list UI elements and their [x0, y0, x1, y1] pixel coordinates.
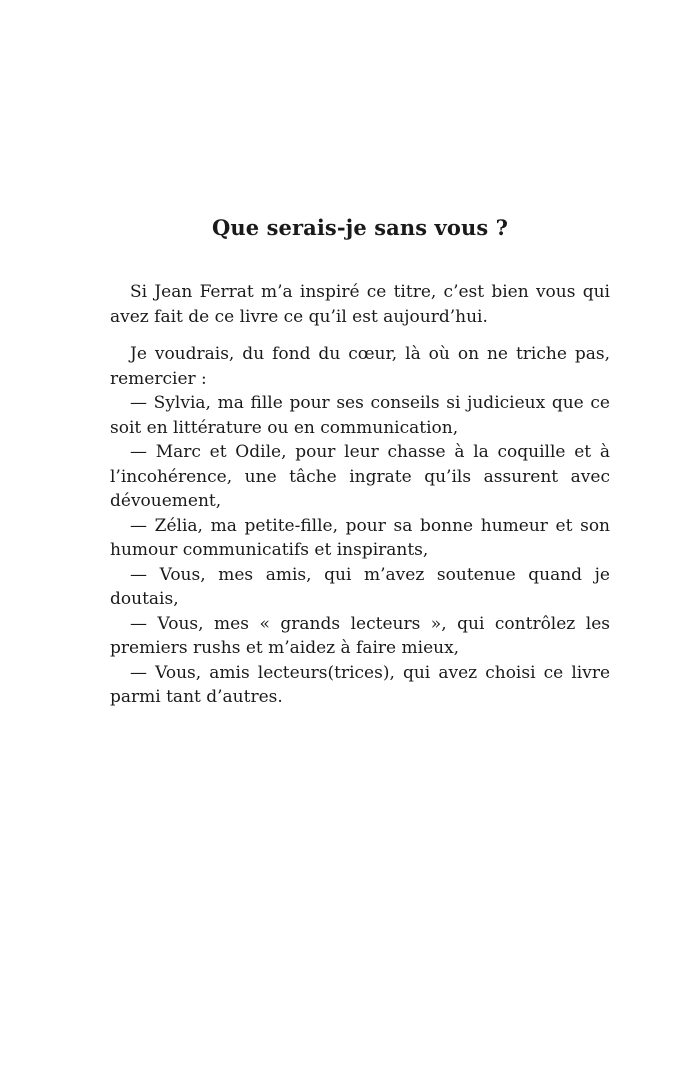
thanks-item: — Marc et Odile, pour leur chasse à la coquille et à l’incohérence, une tâche ingrate qu’ils assurent avec dévouement,: [110, 442, 610, 511]
intro-paragraph: Si Jean Ferrat m’a inspiré ce titre, c’est bien vous qui avez fait de ce livre ce qu’il est aujourd’hui.: [110, 282, 610, 327]
thanks-item: — Vous, mes amis, qui m’avez soutenue quand je doutais,: [110, 564, 610, 609]
thanks-section: [110, 342, 610, 710]
page-content: [110, 214, 610, 710]
page-title: Que serais-je sans vous ?: [211, 215, 509, 240]
thanks-item: — Vous, mes « grands lecteurs », qui contrôlez les premiers rushs et m’aidez à faire mieux,: [110, 613, 610, 658]
thanks-lead: Je voudrais, du fond du cœur, là où on ne triche pas, remercier :: [110, 344, 610, 389]
thanks-item: — Zélia, ma petite-fille, pour sa bonne humeur et son humour communicatifs et inspirants,: [110, 515, 610, 560]
thanks-item: — Vous, amis lecteurs(trices), qui avez choisi ce livre parmi tant d’autres.: [110, 662, 610, 707]
thanks-item: — Sylvia, ma fille pour ses conseils si judicieux que ce soit en littérature ou en communication,: [110, 393, 610, 438]
body-text: [110, 280, 610, 710]
